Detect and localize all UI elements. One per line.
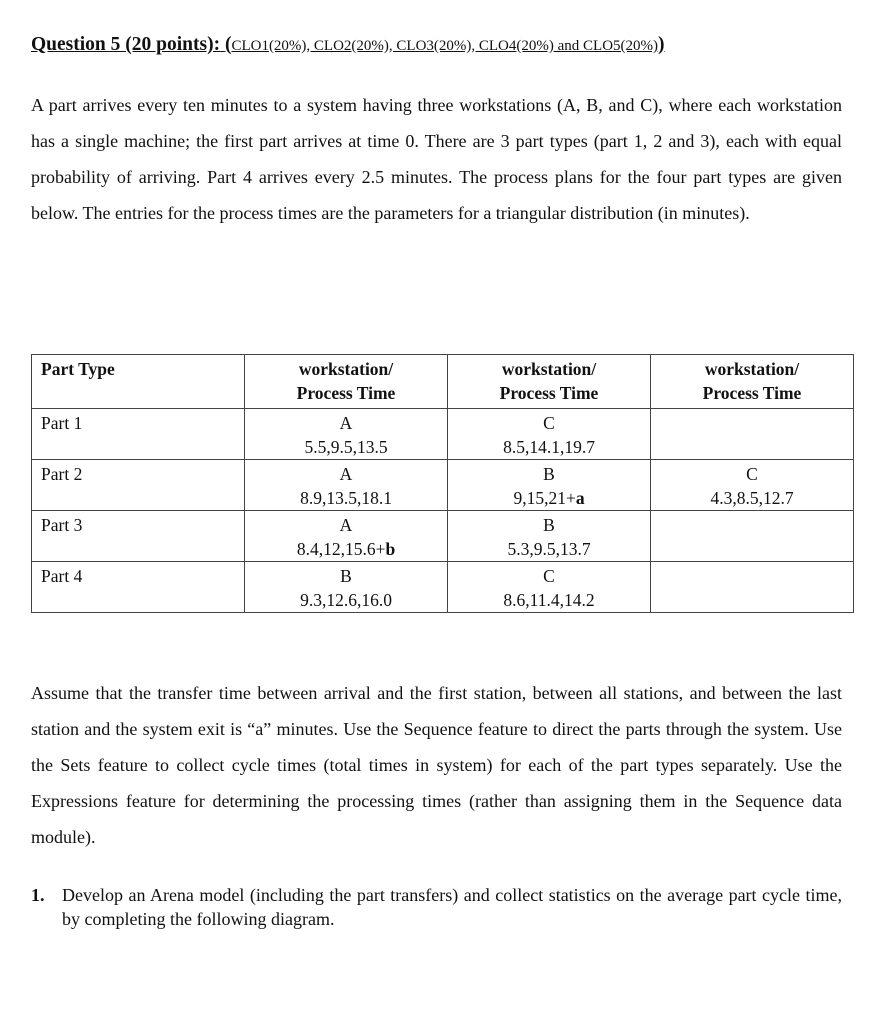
part-cell: Part 3 [32,511,245,562]
step-cell: A 5.5,9.5,13.5 [245,409,448,460]
clo-weights: CLO1(20%), CLO2(20%), CLO3(20%), CLO4(20%) and CLO5(20%) [231,38,659,54]
table-header-row [32,355,854,409]
table-row [32,511,854,562]
part-cell: Part 2 [32,460,245,511]
header-part-type: Part Type [32,355,245,409]
step-cell: C 4.3,8.5,12.7 [651,460,854,511]
variable-a: a [575,488,585,508]
step-cell-empty [651,562,854,613]
open-paren: ( [224,34,232,55]
step-cell: B 9.3,12.6,16.0 [245,562,448,613]
header-workstation-1: workstation/ Process Time [245,355,448,409]
step-cell: A 8.9,13.5,18.1 [245,460,448,511]
intro-paragraph: A part arrives every ten minutes to a system having three workstations (A, B, and C), where each workstation has a single machine; the first part arrives at time 0. There are 3 part types (part 1, 2 and 3), each with equal probability of arriving. Part 4 arrives every 2.5 minutes. The process plans for the four part types are given below. The entries for the process times are the parameters for a triangular distribution (in minutes). [31,95,842,223]
close-paren: ) [658,34,665,55]
table-row [32,409,854,460]
table-row [32,460,854,511]
step-cell: B 9,15,21+a [448,460,651,511]
assumption-paragraph: Assume that the transfer time between arrival and the first station, between all stations, and between the last station and the system exit is “a” minutes. Use the Sequence feature to direct the parts through the system. Use the Sets feature to collect cycle times (total times in system) for each of the part types separately. Use the Expressions feature for determining the processing times (rather than assigning them in the Sequence data module). [31,683,842,847]
part-cell: Part 4 [32,562,245,613]
step-cell-empty [651,511,854,562]
process-plan-table [31,354,854,613]
step-cell-empty [651,409,854,460]
question-heading [31,34,665,56]
question-1 [31,883,842,931]
question-1-number: 1. [31,885,45,905]
table-row [32,562,854,613]
question-title: Question 5 (20 points): [31,34,221,55]
header-workstation-2: workstation/ Process Time [448,355,651,409]
step-cell: C 8.6,11.4,14.2 [448,562,651,613]
part-cell: Part 1 [32,409,245,460]
step-cell: C 8.5,14.1,19.7 [448,409,651,460]
variable-b: b [385,539,396,559]
question-1-text: Develop an Arena model (including the part transfers) and collect statistics on the average part cycle time, by completing the following diagram. [62,885,842,929]
header-workstation-3: workstation/ Process Time [651,355,854,409]
step-cell: A 8.4,12,15.6+b [245,511,448,562]
step-cell: B 5.3,9.5,13.7 [448,511,651,562]
